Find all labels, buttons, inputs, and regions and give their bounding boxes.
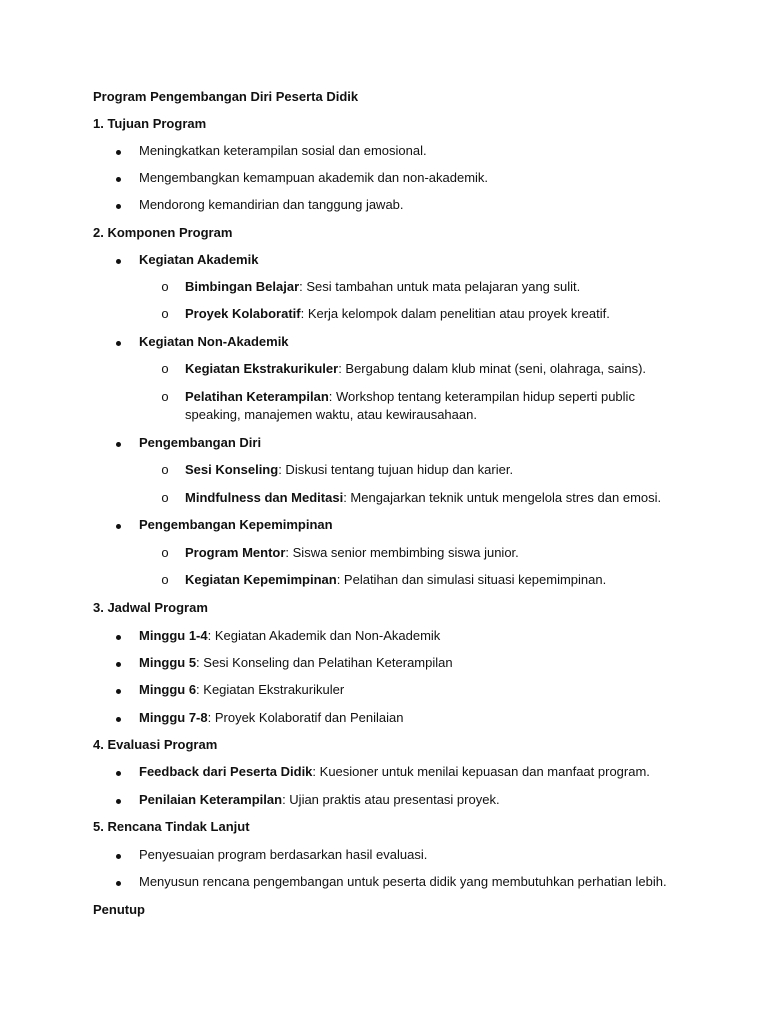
circle-bullet-icon: o	[161, 545, 169, 560]
bullet-icon	[113, 627, 123, 645]
item-term: Minggu 5	[139, 655, 197, 670]
item-desc: : Kuesioner untuk menilai kepuasan dan manfaat program.	[312, 764, 650, 779]
list-item	[139, 763, 650, 781]
item-term: Minggu 7-8	[139, 710, 208, 725]
group-label: Kegiatan Akademik	[139, 252, 259, 267]
bullet-icon	[113, 333, 123, 351]
section-heading-jadwal: 3. Jadwal Program	[93, 600, 208, 615]
list-item	[139, 627, 440, 645]
circle-bullet-icon: o	[161, 462, 169, 477]
item-term: Proyek Kolaboratif	[185, 306, 301, 321]
item-term: Kegiatan Ekstrakurikuler	[185, 361, 339, 376]
list-item	[139, 791, 500, 809]
item-desc: : Mengajarkan teknik untuk mengelola stres dan emosi.	[343, 490, 662, 505]
sub-list-item	[185, 388, 635, 406]
list-item: Mendorong kemandirian dan tanggung jawab.	[139, 197, 404, 212]
list-item	[139, 654, 453, 672]
list-item	[139, 709, 403, 727]
item-desc: : Kegiatan Ekstrakurikuler	[196, 682, 345, 697]
list-item: Penyesuaian program berdasarkan hasil evaluasi.	[139, 847, 428, 862]
bullet-icon	[113, 791, 123, 809]
section-heading-tujuan: 1. Tujuan Program	[93, 116, 207, 131]
item-term: Minggu 6	[139, 682, 197, 697]
item-term: Pelatihan Keterampilan	[185, 389, 329, 404]
bullet-icon	[113, 196, 123, 214]
document-title: Program Pengembangan Diri Peserta Didik	[93, 89, 359, 104]
bullet-icon	[113, 251, 123, 269]
item-term: Mindfulness dan Meditasi	[185, 490, 344, 505]
sub-list-item	[185, 461, 513, 479]
sub-list-item	[185, 360, 646, 378]
bullet-icon	[113, 846, 123, 864]
item-desc: : Pelatihan dan simulasi situasi kepemimpinan.	[336, 572, 607, 587]
bullet-icon	[113, 709, 123, 727]
item-desc: : Kerja kelompok dalam penelitian atau proyek kreatif.	[300, 306, 610, 321]
sub-list-item-continuation: speaking, manajemen waktu, atau kewirausahaan.	[185, 407, 477, 422]
sub-list-item	[185, 571, 606, 589]
group-label: Pengembangan Kepemimpinan	[139, 517, 333, 532]
item-term: Minggu 1-4	[139, 628, 208, 643]
item-desc: : Diskusi tentang tujuan hidup dan karier.	[278, 462, 514, 477]
circle-bullet-icon: o	[161, 361, 169, 376]
item-desc: : Sesi tambahan untuk mata pelajaran yang sulit.	[299, 279, 581, 294]
item-term: Sesi Konseling	[185, 462, 279, 477]
circle-bullet-icon: o	[161, 389, 169, 404]
bullet-icon	[113, 169, 123, 187]
item-desc: : Workshop tentang keterampilan hidup seperti public	[328, 389, 635, 404]
list-item: Menyusun rencana pengembangan untuk peserta didik yang membutuhkan perhatian lebih.	[139, 874, 667, 889]
bullet-icon	[113, 434, 123, 452]
bullet-icon	[113, 142, 123, 160]
item-desc: : Kegiatan Akademik dan Non-Akademik	[207, 628, 441, 643]
bullet-icon	[113, 654, 123, 672]
section-heading-komponen: 2. Komponen Program	[93, 225, 233, 240]
sub-list-item	[185, 489, 661, 507]
circle-bullet-icon: o	[161, 572, 169, 587]
sub-list-item	[185, 544, 519, 562]
list-item: Meningkatkan keterampilan sosial dan emosional.	[139, 143, 427, 158]
sub-list-item	[185, 278, 580, 296]
section-heading-rencana: 5. Rencana Tindak Lanjut	[93, 819, 250, 834]
item-desc: : Sesi Konseling dan Pelatihan Keterampilan	[196, 655, 453, 670]
list-item	[139, 681, 344, 699]
circle-bullet-icon: o	[161, 279, 169, 294]
item-desc: : Siswa senior membimbing siswa junior.	[285, 545, 519, 560]
item-term: Program Mentor	[185, 545, 286, 560]
section-heading-evaluasi: 4. Evaluasi Program	[93, 737, 218, 752]
list-item: Mengembangkan kemampuan akademik dan non-akademik.	[139, 170, 489, 185]
bullet-icon	[113, 763, 123, 781]
circle-bullet-icon: o	[161, 490, 169, 505]
item-desc: : Ujian praktis atau presentasi proyek.	[282, 792, 500, 807]
sub-list-item	[185, 305, 610, 323]
closing-heading: Penutup	[93, 902, 145, 917]
item-term: Penilaian Keterampilan	[139, 792, 283, 807]
item-term: Bimbingan Belajar	[185, 279, 300, 294]
group-label: Kegiatan Non-Akademik	[139, 334, 289, 349]
item-term: Feedback dari Peserta Didik	[139, 764, 313, 779]
bullet-icon	[113, 873, 123, 891]
item-desc: : Proyek Kolaboratif dan Penilaian	[207, 710, 404, 725]
item-term: Kegiatan Kepemimpinan	[185, 572, 337, 587]
item-desc: : Bergabung dalam klub minat (seni, olahraga, sains).	[338, 361, 647, 376]
group-label: Pengembangan Diri	[139, 435, 262, 450]
bullet-icon	[113, 681, 123, 699]
circle-bullet-icon: o	[161, 306, 169, 321]
bullet-icon	[113, 516, 123, 534]
